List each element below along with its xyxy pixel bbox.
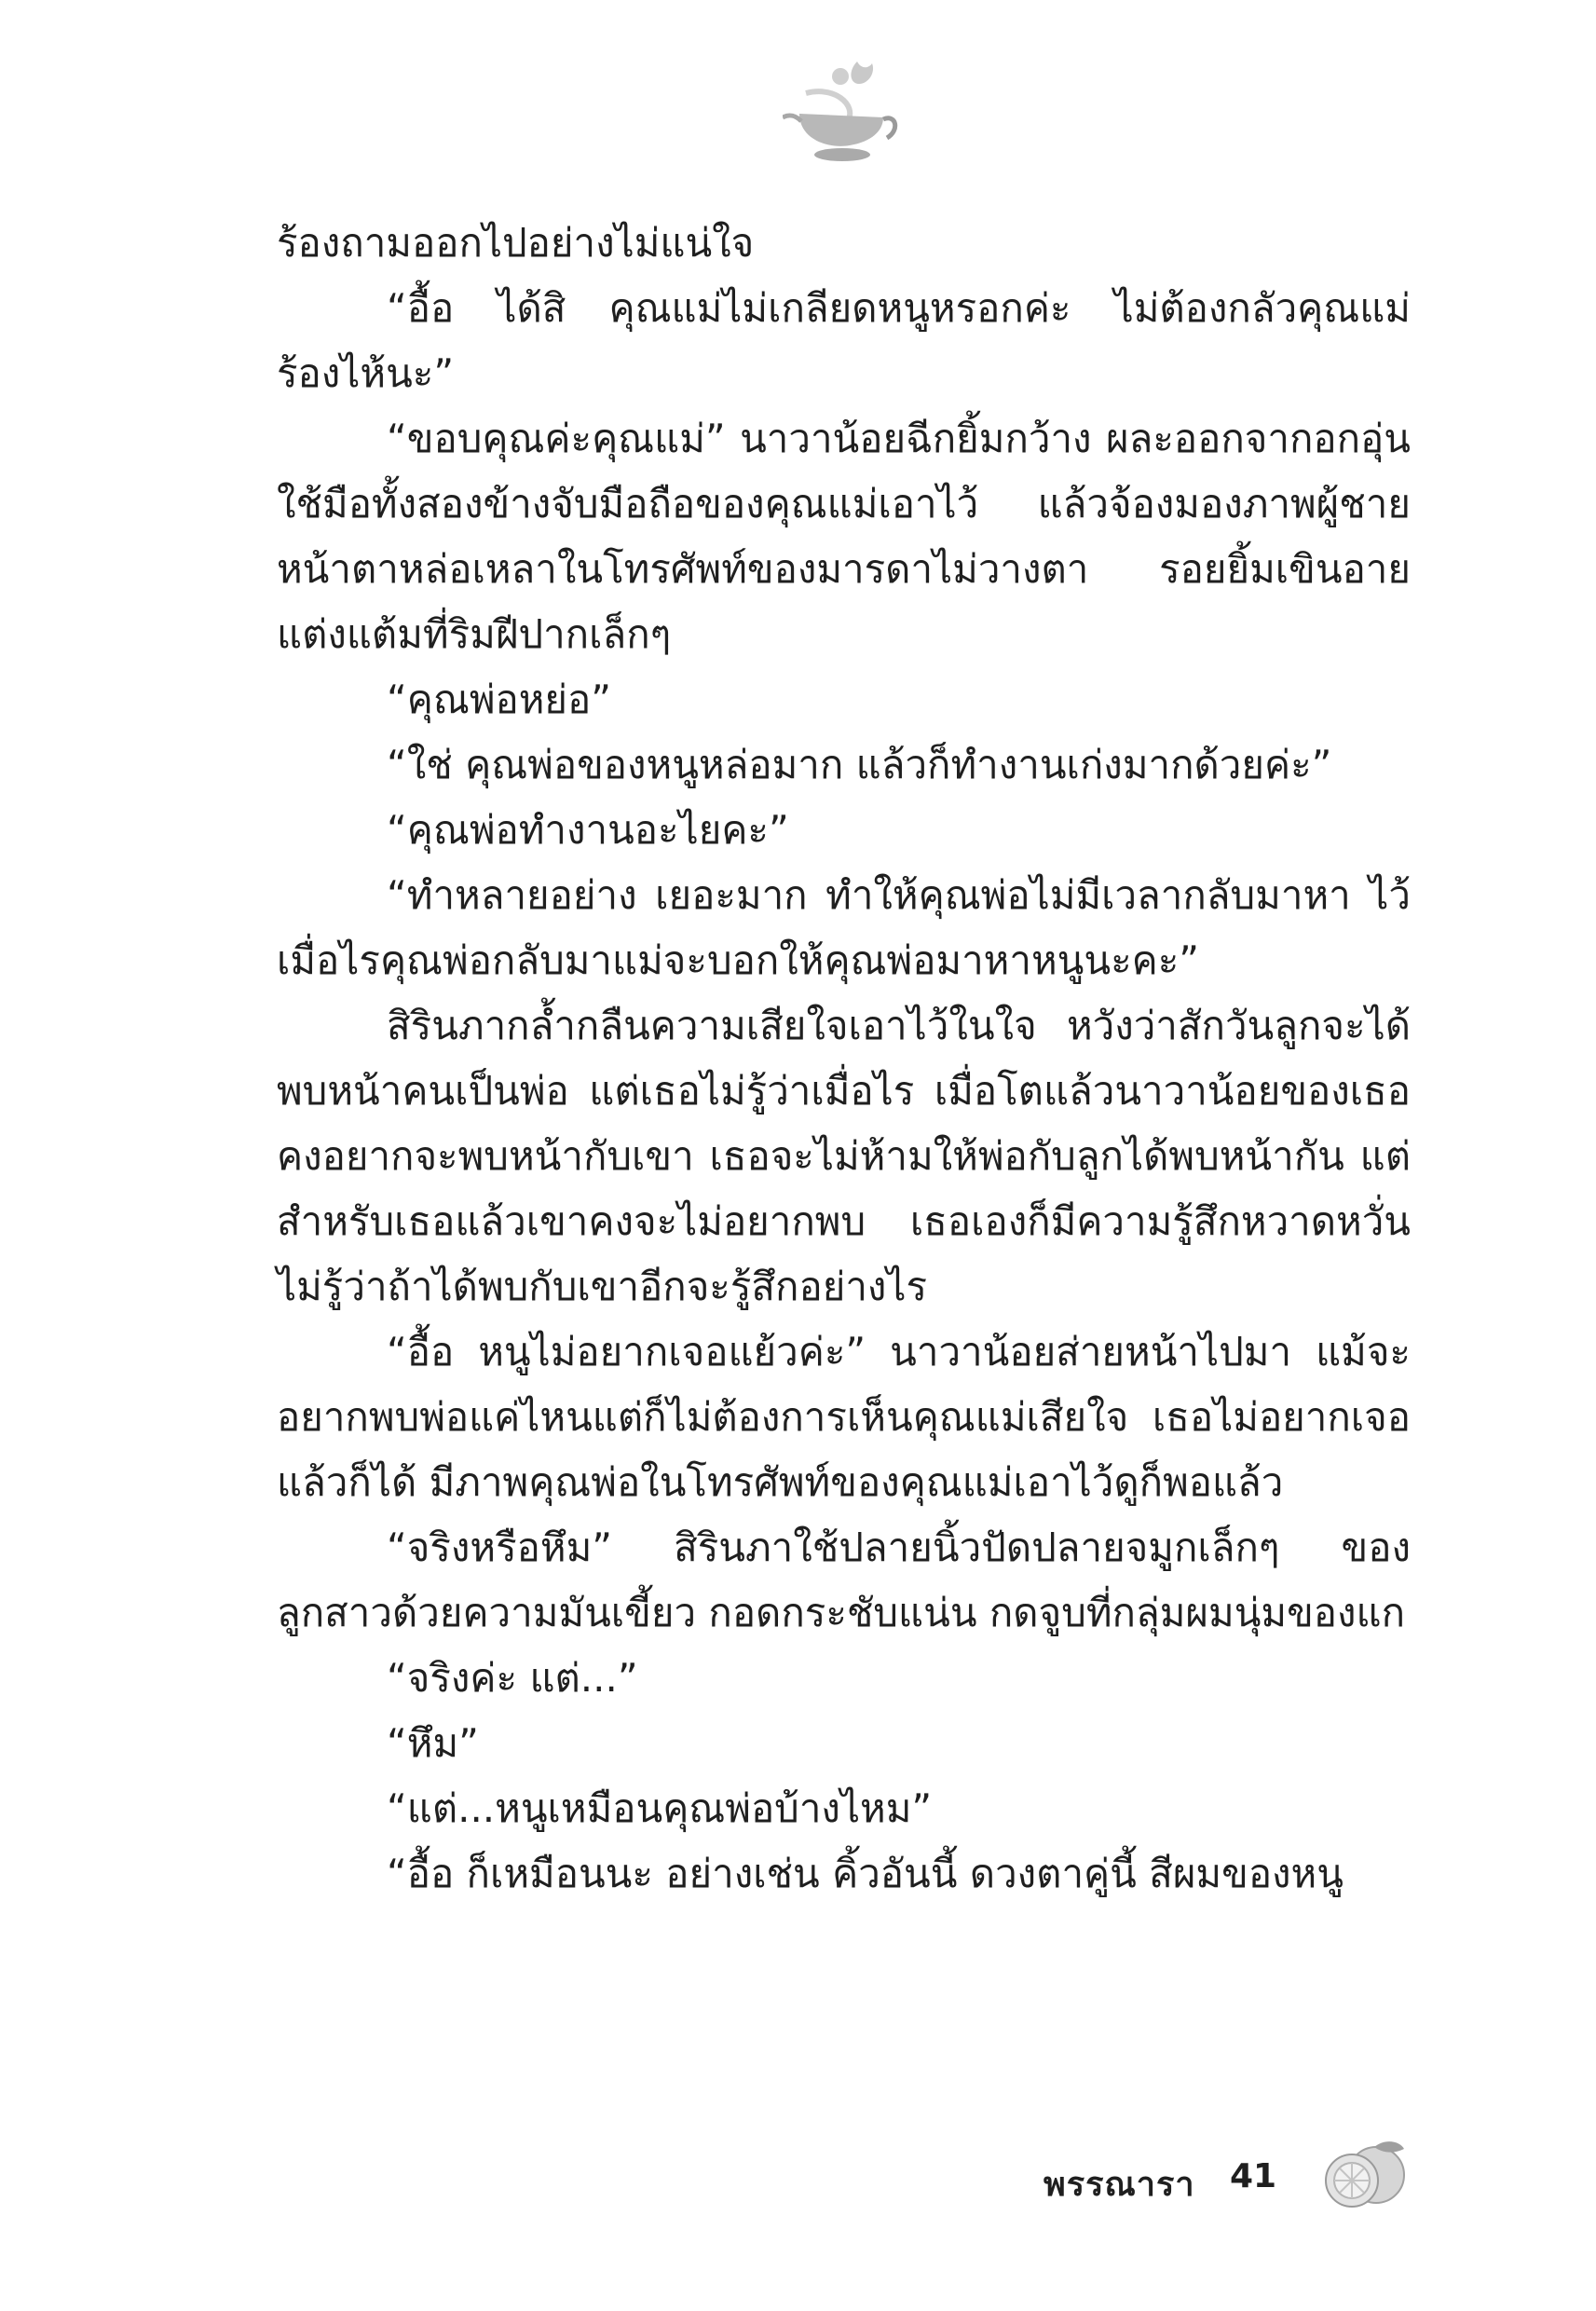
page-number: 41	[1230, 2157, 1277, 2195]
paragraph: “ทำหลายอย่าง เยอะมาก ทำให้คุณพ่อไม่มีเวลากลับมาหา ไว้เมื่อไรคุณพ่อกลับมาแม่จะบอกให้คุณพ่อมาหาหนูนะคะ”	[277, 872, 1411, 983]
paragraph: ร้องถามออกไปอย่างไม่แน่ใจ	[277, 220, 755, 266]
paragraph: “ใช่ คุณพ่อของหนูหล่อมาก แล้วก็ทำงานเก่งมากด้วยค่ะ”	[387, 742, 1332, 787]
paragraph: “ขอบคุณค่ะคุณแม่” นาวาน้อยฉีกยิ้มกว้าง ผละออกจากอกอุ่น ใช้มือทั้งสองข้างจับมือถือของคุณแม่เอาไว้ แล้วจ้องมองภาพผู้ชายหน้าตาหล่อเหลาในโทรศัพท์ของมารดาไม่วางตา รอยยิ้มเขินอายแต่งแต้มที่ริมฝีปากเล็กๆ	[277, 416, 1411, 657]
paragraph: “อื้อ ได้สิ คุณแม่ไม่เกลียดหนูหรอกค่ะ ไม่ต้องกลัวคุณแม่ร้องไห้นะ”	[277, 285, 1411, 396]
book-title: พรรณารา	[1044, 2166, 1195, 2204]
orange-fruit-icon	[1318, 2134, 1412, 2213]
paragraph: “คุณพ่อทำงานอะไยคะ”	[387, 807, 789, 853]
paragraph: “อื้อ ก็เหมือนนะ อย่างเช่น คิ้วอันนี้ ดวงตาคู่นี้ สีผมของหนู	[387, 1851, 1344, 1896]
paragraph: “จริงค่ะ แต่...”	[387, 1655, 638, 1701]
genie-lamp-icon	[783, 56, 904, 168]
paragraph: “จริงหรือหึม” สิรินภาใช้ปลายนิ้วปัดปลายจมูกเล็กๆ ของลูกสาวด้วยความมันเขี้ยว กอดกระชับแน่น กดจูบที่กลุ่มผมนุ่มของแก	[277, 1525, 1411, 1635]
story-text	[277, 211, 1411, 1907]
paragraph: “อื้อ หนูไม่อยากเจอแย้วค่ะ” นาวาน้อยส่ายหน้าไปมา แม้จะอยากพบพ่อแค่ไหนแต่ก็ไม่ต้องการเห็นคุณแม่เสียใจ เธอไม่อยากเจอแล้วก็ได้ มีภาพคุณพ่อในโทรศัพท์ของคุณแม่เอาไว้ดูก็พอแล้ว	[277, 1329, 1411, 1505]
paragraph: “แต่...หนูเหมือนคุณพ่อบ้างไหม”	[387, 1785, 933, 1831]
paragraph: “คุณพ่อหย่อ”	[387, 677, 612, 722]
paragraph: “หึม”	[387, 1720, 479, 1766]
paragraph: สิรินภากล้ำกลืนความเสียใจเอาไว้ในใจ หวังว่าสักวันลูกจะได้พบหน้าคนเป็นพ่อ แต่เธอไม่รู้ว่าเมื่อไร เมื่อโตแล้วนาวาน้อยของเธอคงอยากจะพบหน้ากับเขา เธอจะไม่ห้ามให้พ่อกับลูกได้พบหน้ากัน แต่สำหรับเธอแล้วเขาคงจะไม่อยากพบ เธอเองก็มีความรู้สึกหวาดหวั่นไม่รู้ว่าถ้าได้พบกับเขาอีกจะรู้สึกอย่างไร	[277, 1003, 1411, 1309]
